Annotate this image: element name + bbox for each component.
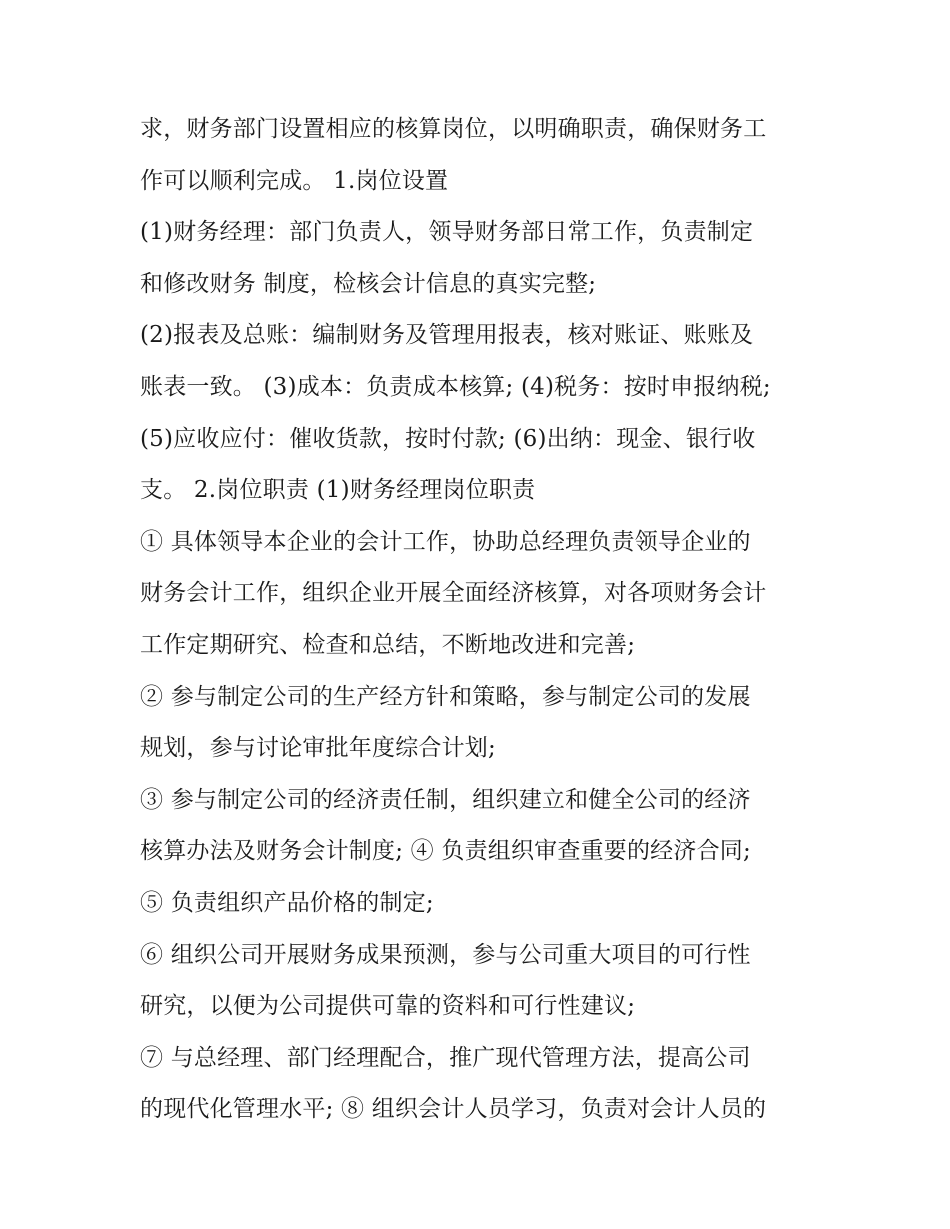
text-line: 求，财务部门设置相应的核算岗位，以明确职责，确保财务工 [140,116,767,142]
text-line: ② 参与制定公司的生产经方针和策略，参与制定公司的发展 [140,683,751,710]
text-line: 作可以顺利完成。 1.岗位设置 [140,167,449,194]
text-line: 规划，参与讨论审批年度综合计划; [140,735,496,762]
text-line: ⑥ 组织公司开展财务成果预测，参与公司重大项目的可行性 [140,941,751,968]
text-line: 和修改财务 制度，检核会计信息的真实完整; [140,270,597,297]
document-body [140,104,820,1136]
text-line: (1)财务经理：部门负责人，领导财务部日常工作，负责制定 [140,219,754,246]
text-line: 核算办法及财务会计制度; ④ 负责组织审查重要的经济合同; [140,838,751,865]
text-line: 支。 2.岗位职责 (1)财务经理岗位职责 [140,477,536,504]
text-line: 账表一致。 (3)成本：负责成本核算; (4)税务：按时申报纳税; [140,373,771,400]
text-line: 财务会计工作，组织企业开展全面经济核算，对各项财务会计 [140,580,767,607]
text-line: 工作定期研究、检查和总结，不断地改进和完善; [140,631,636,658]
text-line: ① 具体领导本企业的会计工作，协助总经理负责领导企业的 [140,528,751,555]
text-line: (2)报表及总账：编制财务及管理用报表，核对账证、账账及 [140,322,754,349]
text-line: (5)应收应付：催收货款，按时付款; (6)出纳：现金、银行收 [140,425,756,452]
text-line: ⑤ 负责组织产品价格的制定; [140,889,434,916]
text-line: 研究，以便为公司提供可靠的资料和可行性建议; [140,993,636,1020]
text-line: ⑦ 与总经理、部门经理配合，推广现代管理方法，提高公司 [140,1044,751,1071]
text-line: 的现代化管理水平; ⑧ 组织会计人员学习，负责对会计人员的 [140,1096,767,1123]
text-line: ③ 参与制定公司的经济责任制，组织建立和健全公司的经济 [140,786,751,813]
